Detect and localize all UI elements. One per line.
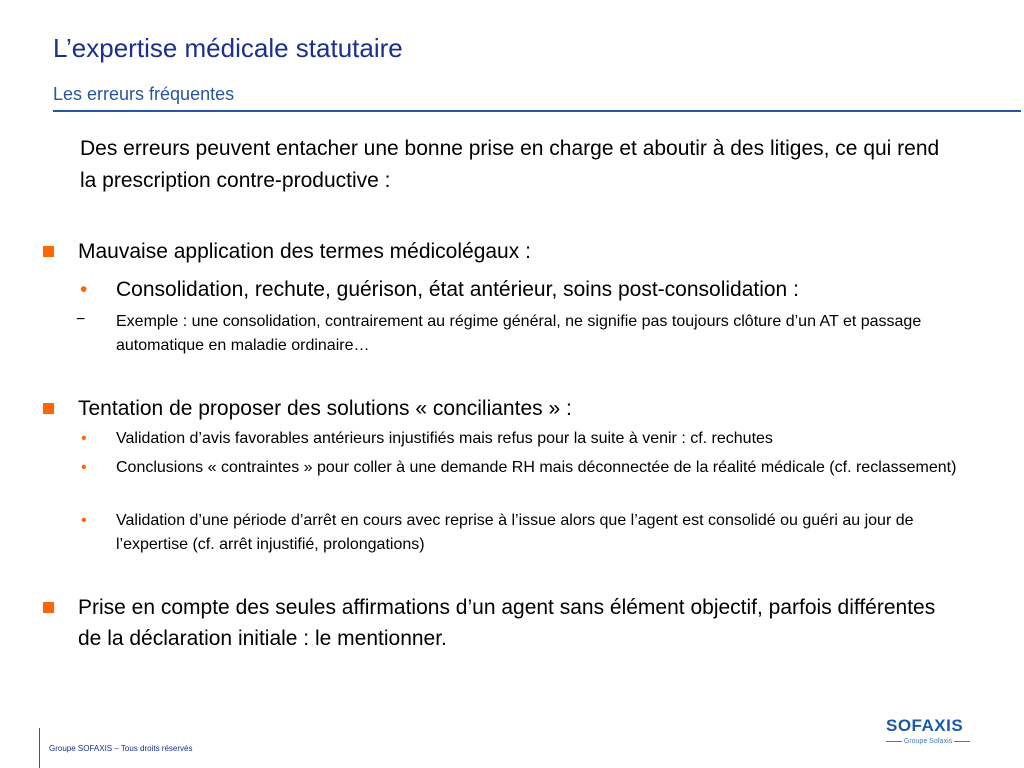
round-bullet-icon: • <box>81 430 87 447</box>
page-title: L’expertise médicale statutaire <box>53 33 403 63</box>
dash-bullet-icon: − <box>76 311 86 328</box>
section-2-bullet <box>40 393 960 424</box>
header-divider <box>53 110 1021 112</box>
section-3-bullet <box>40 592 960 654</box>
logo-tagline-row <box>884 738 972 745</box>
round-bullet-icon: • <box>80 278 88 301</box>
section-2-heading: Tentation de proposer des solutions « conciliantes » : <box>78 397 572 420</box>
section-1-example <box>76 310 960 358</box>
logo-line-left <box>886 741 902 742</box>
intro-paragraph: Des erreurs peuvent entacher une bonne prise en charge et aboutir à des litiges, ce qui rend la prescription contre-productive : <box>80 137 940 192</box>
footer-copyright: Groupe SOFAXIS – Tous droits réservés <box>49 744 193 753</box>
section-2-item-text: Validation d’une période d’arrêt en cours avec reprise à l’issue alors que l’agent est consolidé ou guéri au jour de l’expertise (cf. arrêt injustifié, prolongations) <box>116 512 914 553</box>
section-2-item <box>80 427 960 451</box>
section-1-subitem-text: Consolidation, rechute, guérison, état antérieur, soins post-consolidation : <box>116 278 799 301</box>
round-bullet-icon: • <box>81 459 87 476</box>
page-subtitle: Les erreurs fréquentes <box>53 84 235 104</box>
sofaxis-logo <box>884 716 972 746</box>
section-1-heading: Mauvaise application des termes médicolégaux : <box>78 240 531 263</box>
section-1-example-text: Exemple : une consolidation, contrairement au régime général, ne signifie pas toujours clôture d’un AT et passage automatique en maladie ordinaire… <box>116 313 922 354</box>
logo-tagline: Groupe Sofaxis <box>903 738 953 745</box>
section-2-item-text: Validation d’avis favorables antérieurs injustifiés mais refus pour la suite à venir : cf. rechutes <box>116 430 773 447</box>
section-3-heading: Prise en compte des seules affirmations d’un agent sans élément objectif, parfois différentes de la déclaration initiale : le mentionner. <box>78 596 936 650</box>
square-bullet-icon <box>43 246 54 257</box>
footer-divider <box>39 728 40 768</box>
square-bullet-icon <box>43 403 54 414</box>
section-2-item <box>80 456 960 480</box>
section-1-subitem <box>80 274 960 305</box>
section-2-item <box>80 509 960 557</box>
logo-wordmark: SOFAXIS <box>886 716 964 735</box>
logo-line-right <box>954 741 970 742</box>
section-2-item-text: Conclusions « contraintes » pour coller à une demande RH mais déconnectée de la réalité médicale (cf. reclassement) <box>116 459 957 476</box>
round-bullet-icon: • <box>81 512 87 529</box>
square-bullet-icon <box>43 602 54 613</box>
section-1-bullet <box>40 236 960 267</box>
